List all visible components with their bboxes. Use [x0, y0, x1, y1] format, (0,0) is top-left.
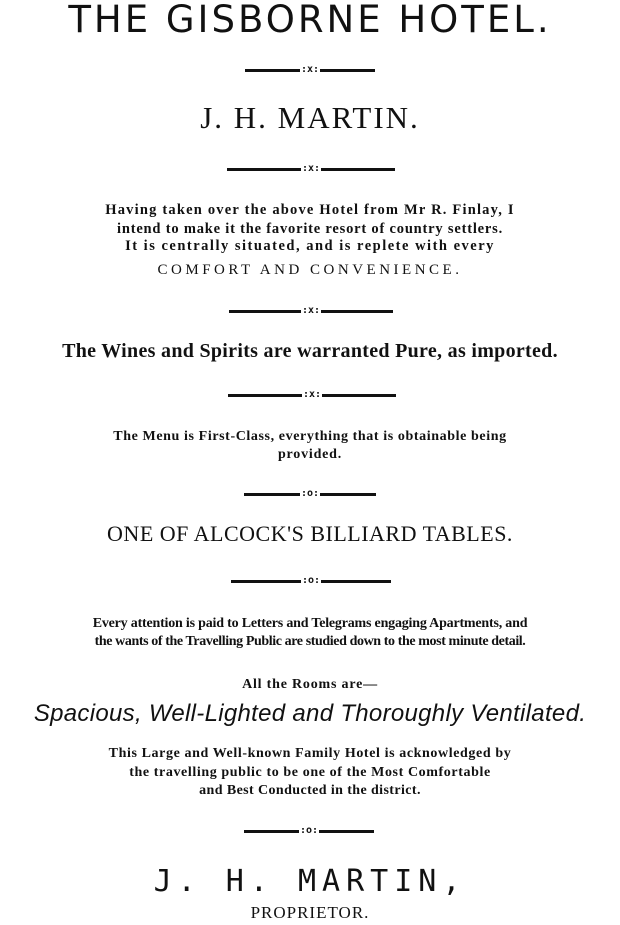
proprietor-heading: J. H. MARTIN. [200, 100, 420, 135]
hotel-name-heading: THE GISBORNE HOTEL. [68, 0, 552, 41]
intro-line-2: intend to make it the favorite resort of country settlers. [117, 221, 503, 237]
comfort-line: COMFORT AND CONVENIENCE. [157, 262, 463, 278]
family-line-2: the travelling public to be one of the Most Comfortable [129, 765, 491, 780]
attention-line-2: the wants of the Travelling Public are studied down to the most minute detail. [94, 634, 526, 649]
attention-line-1: Every attention is paid to Letters and Telegrams engaging Apartments, and [92, 616, 528, 631]
divider-6: :o: [229, 574, 393, 588]
divider-3: :x: [228, 304, 394, 318]
divider-2: :x: [226, 162, 396, 176]
billiard-line: ONE OF ALCOCK'S BILLIARD TABLES. [107, 521, 513, 546]
rooms-intro: All the Rooms are— [242, 677, 378, 692]
family-line-3: and Best Conducted in the district. [199, 783, 421, 798]
menu-line-2: provided. [277, 447, 343, 462]
rooms-description: Spacious, Well-Lighted and Thoroughly Ventilated. [33, 700, 587, 727]
divider-5: :o: [244, 487, 376, 501]
intro-line-1: Having taken over the above Hotel from Mr R. Finlay, I [105, 202, 515, 218]
divider-1: :x: [245, 63, 375, 77]
family-line-1: This Large and Well-known Family Hotel is acknowledged by [108, 746, 512, 761]
wines-line: The Wines and Spirits are warranted Pure, as imported. [62, 340, 558, 362]
divider-4: :x: [227, 388, 397, 402]
intro-line-3: It is centrally situated, and is replete with every [125, 238, 495, 254]
signature-title: PROPRIETOR. [250, 903, 370, 922]
menu-line-1: The Menu is First-Class, everything that is obtainable being [113, 429, 507, 444]
signature-name: J. H. MARTIN, [153, 864, 467, 899]
divider-7: :o: [244, 824, 374, 838]
